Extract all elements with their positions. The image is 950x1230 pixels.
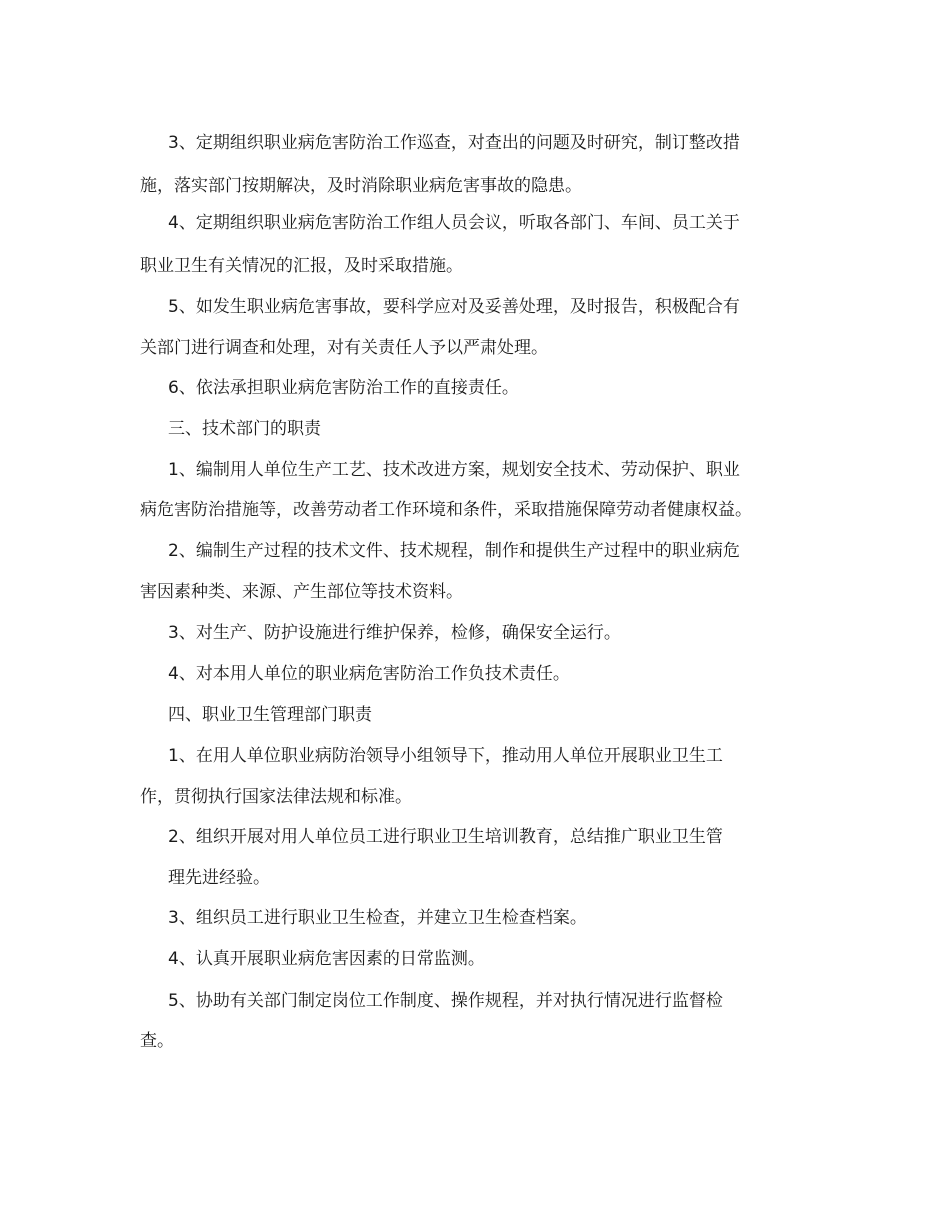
tech-item-1-line-2: 病危害防治措施等，改善劳动者工作环境和条件，采取措施保障劳动者健康权益。 bbox=[140, 500, 752, 520]
paragraph-3-line-1: 3、定期组织职业病危害防治工作巡查，对查出的问题及时研究，制订整改措 bbox=[168, 133, 740, 153]
paragraph-3-line-2: 施，落实部门按期解决，及时消除职业病危害事故的隐患。 bbox=[140, 176, 582, 196]
paragraph-5-line-2: 关部门进行调查和处理，对有关责任人予以严肃处理。 bbox=[140, 338, 548, 358]
tech-item-3: 3、对生产、防护设施进行维护保养，检修，确保安全运行。 bbox=[168, 623, 621, 643]
section-heading-3: 三、技术部门的职责 bbox=[168, 419, 321, 439]
tech-item-1-line-1: 1、编制用人单位生产工艺、技术改进方案，规划安全技术、劳动保护、职业 bbox=[168, 460, 740, 480]
section-heading-4: 四、职业卫生管理部门职责 bbox=[168, 705, 372, 725]
tech-item-4: 4、对本用人单位的职业病危害防治工作负技术责任。 bbox=[168, 664, 570, 684]
hygiene-item-1-line-1: 1、在用人单位职业病防治领导小组领导下，推动用人单位开展职业卫生工 bbox=[168, 746, 723, 766]
hygiene-item-3: 3、组织员工进行职业卫生检查，并建立卫生检查档案。 bbox=[168, 908, 587, 928]
tech-item-2-line-1: 2、编制生产过程的技术文件、技术规程，制作和提供生产过程中的职业病危 bbox=[168, 541, 740, 561]
hygiene-item-4: 4、认真开展职业病危害因素的日常监测。 bbox=[168, 949, 485, 969]
hygiene-item-1-line-2: 作，贯彻执行国家法律法规和标准。 bbox=[140, 787, 412, 807]
paragraph-6: 6、依法承担职业病危害防治工作的直接责任。 bbox=[168, 378, 519, 398]
hygiene-item-5-line-1: 5、协助有关部门制定岗位工作制度、操作规程，并对执行情况进行监督检 bbox=[168, 991, 723, 1011]
paragraph-4-line-1: 4、定期组织职业病危害防治工作组人员会议，听取各部门、车间、员工关于 bbox=[168, 213, 740, 233]
hygiene-item-2-line-2: 理先进经验。 bbox=[168, 868, 270, 888]
tech-item-2-line-2: 害因素种类、来源、产生部位等技术资料。 bbox=[140, 582, 463, 602]
paragraph-5-line-1: 5、如发生职业病危害事故，要科学应对及妥善处理，及时报告，积极配合有 bbox=[168, 297, 740, 317]
hygiene-item-2-line-1: 2、组织开展对用人单位员工进行职业卫生培训教育，总结推广职业卫生管 bbox=[168, 827, 723, 847]
paragraph-4-line-2: 职业卫生有关情况的汇报，及时采取措施。 bbox=[140, 256, 463, 276]
hygiene-item-5-line-2: 查。 bbox=[140, 1031, 174, 1051]
